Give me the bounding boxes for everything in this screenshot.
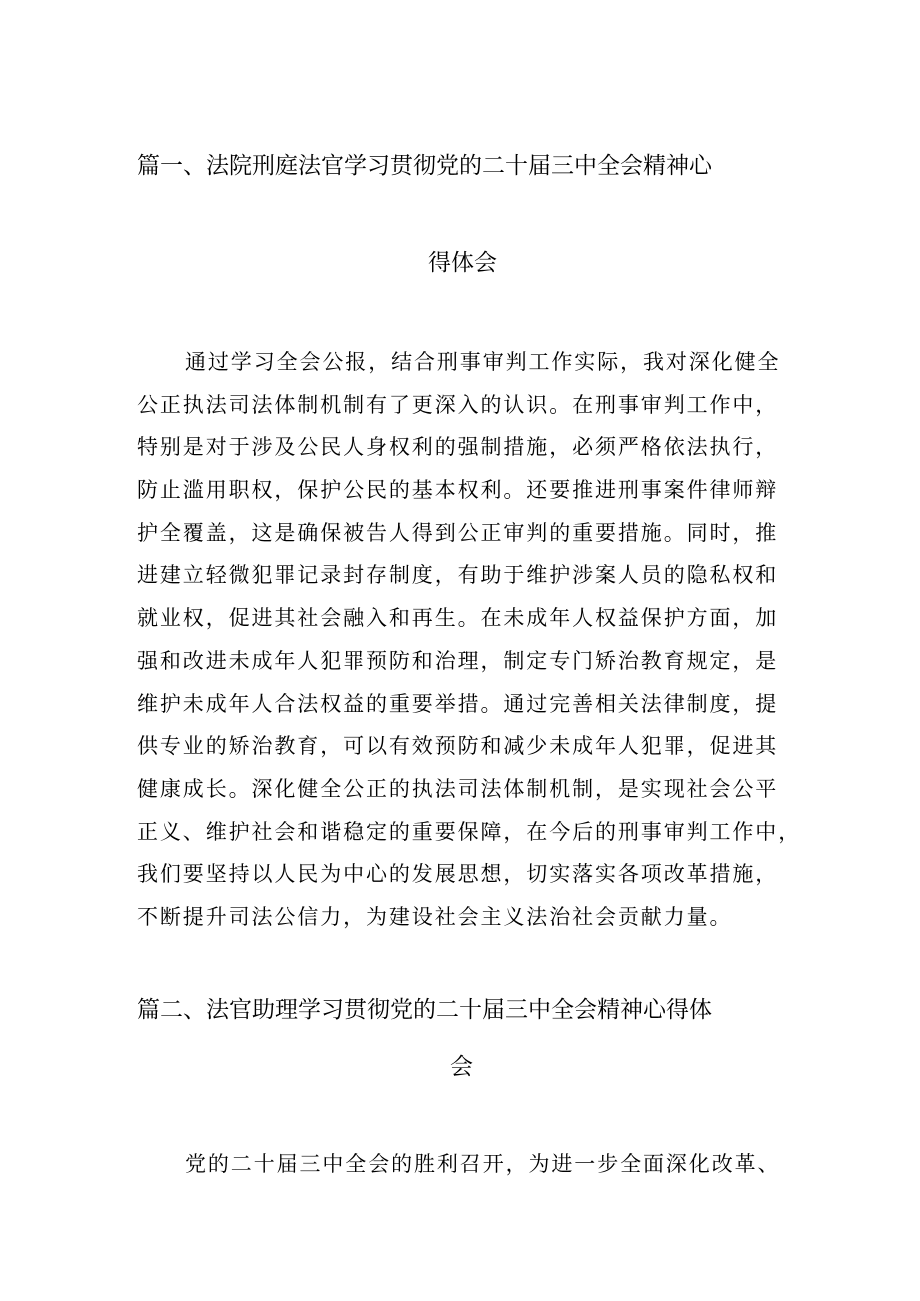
paragraph-line: 强和改进未成年人犯罪预防和治理，制定专门矫治教育规定，是	[137, 648, 779, 673]
paragraph-line: 就业权，促进其社会融入和再生。在未成年人权益保护方面，加	[137, 606, 779, 631]
section1-body	[137, 341, 802, 939]
paragraph-line: 正义、维护社会和谐稳定的重要保障，在今后的刑事审判工作中，	[137, 819, 802, 844]
section2-body	[137, 1143, 797, 1186]
paragraph-line: 护全覆盖，这是确保被告人得到公正审判的重要措施。同时，推	[137, 520, 779, 545]
paragraph-line: 党的二十届三中全会的胜利召开，为进一步全面深化改革、	[185, 1152, 781, 1176]
paragraph-line: 我们要坚持以人民为中心的发展思想，切实落实各项改革措施，	[137, 862, 779, 887]
section1-title-line2: 得体会	[428, 250, 497, 276]
paragraph-line: 进建立轻微犯罪记录封存制度，有助于维护涉案人员的隐私权和	[137, 563, 779, 588]
paragraph-line: 防止滥用职权，保护公民的基本权利。还要推进刑事案件律师辩	[137, 478, 779, 503]
paragraph-line: 不断提升司法公信力，为建设社会主义法治社会贡献力量。	[137, 904, 733, 929]
paragraph-line: 健康成长。深化健全公正的执法司法体制机制，是实现社会公平	[137, 776, 779, 801]
section2-title-line1: 篇二、法官助理学习贯彻党的二十届三中全会精神心得体	[137, 997, 712, 1023]
paragraph-line: 维护未成年人合法权益的重要举措。通过完善相关法律制度，提	[137, 691, 779, 716]
paragraph-line: 通过学习全会公报，结合刑事审判工作实际，我对深化健全	[185, 350, 781, 374]
paragraph-line: 供专业的矫治教育，可以有效预防和减少未成年人犯罪，促进其	[137, 734, 779, 759]
section1-title-line1: 篇一、法院刑庭法官学习贯彻党的二十届三中全会精神心	[137, 153, 712, 179]
paragraph-line: 特别是对于涉及公民人身权利的强制措施，必须严格依法执行，	[137, 435, 779, 460]
paragraph-line: 公正执法司法体制机制有了更深入的认识。在刑事审判工作中，	[137, 392, 779, 417]
section2-title-line2: 会	[450, 1054, 473, 1080]
